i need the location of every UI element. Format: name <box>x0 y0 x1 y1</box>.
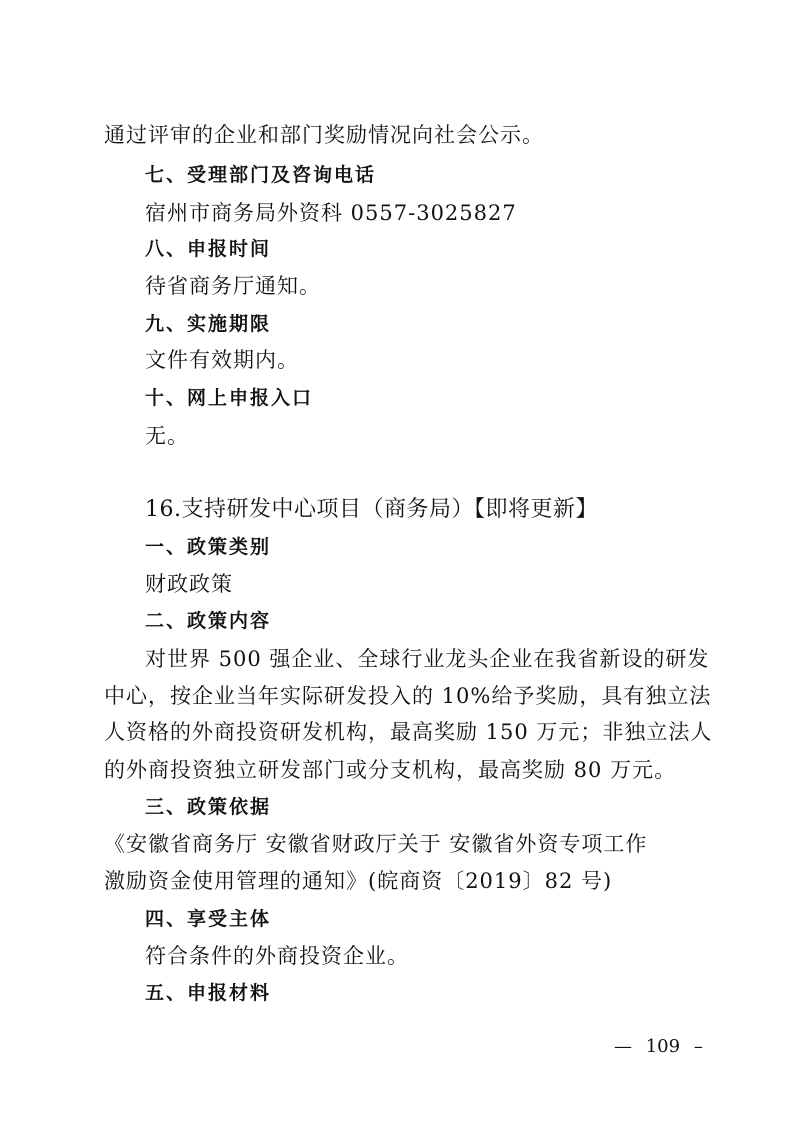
section-heading: 一、政策类别 <box>145 536 272 558</box>
section-heading: 八、申报时间 <box>145 238 272 260</box>
page-footer <box>614 1035 703 1059</box>
body-text-line: 文件有效期内。 <box>145 348 299 372</box>
footer-dash-left: — <box>614 1036 632 1057</box>
body-text-line: 《安徽省商务厅 安徽省财政厅关于 安徽省外资专项工作 <box>104 832 648 856</box>
body-text-line: 无。 <box>145 424 189 448</box>
body-text-line: 对世界 500 强企业、全球行业龙头企业在我省新设的研发 <box>145 647 710 671</box>
footer-dash-right: – <box>693 1036 703 1057</box>
section-heading: 四、享受主体 <box>145 908 272 930</box>
item-title: 16.支持研发中心项目（商务局）【即将更新】 <box>145 497 598 522</box>
body-text-line: 待省商务厅通知。 <box>145 274 321 298</box>
section-heading: 三、政策依据 <box>145 796 272 818</box>
body-text-line: 宿州市商务局外资科 0557-3025827 <box>145 201 517 225</box>
section-heading: 七、受理部门及咨询电话 <box>145 164 377 186</box>
page-number: 109 <box>645 1036 681 1057</box>
section-heading: 五、申报材料 <box>145 982 272 1004</box>
body-text-line: 符合条件的外商投资企业。 <box>145 944 409 968</box>
section-heading: 十、网上申报入口 <box>145 387 314 409</box>
section-heading: 九、实施期限 <box>145 313 272 335</box>
body-text-line: 人资格的外商投资研发机构，最高奖励 150 万元；非独立法人 <box>104 720 713 744</box>
body-text-line: 财政政策 <box>145 572 233 596</box>
body-text-line: 中心，按企业当年实际研发投入的 10%给予奖励，具有独立法 <box>104 684 712 708</box>
body-text-line: 的外商投资独立研发部门或分支机构，最高奖励 80 万元。 <box>104 758 677 782</box>
body-text-line: 通过评审的企业和部门奖励情况向社会公示。 <box>104 123 544 147</box>
section-heading: 二、政策内容 <box>145 610 272 632</box>
body-text-line: 激励资金使用管理的通知》(皖商资〔2019〕82 号) <box>104 869 613 893</box>
